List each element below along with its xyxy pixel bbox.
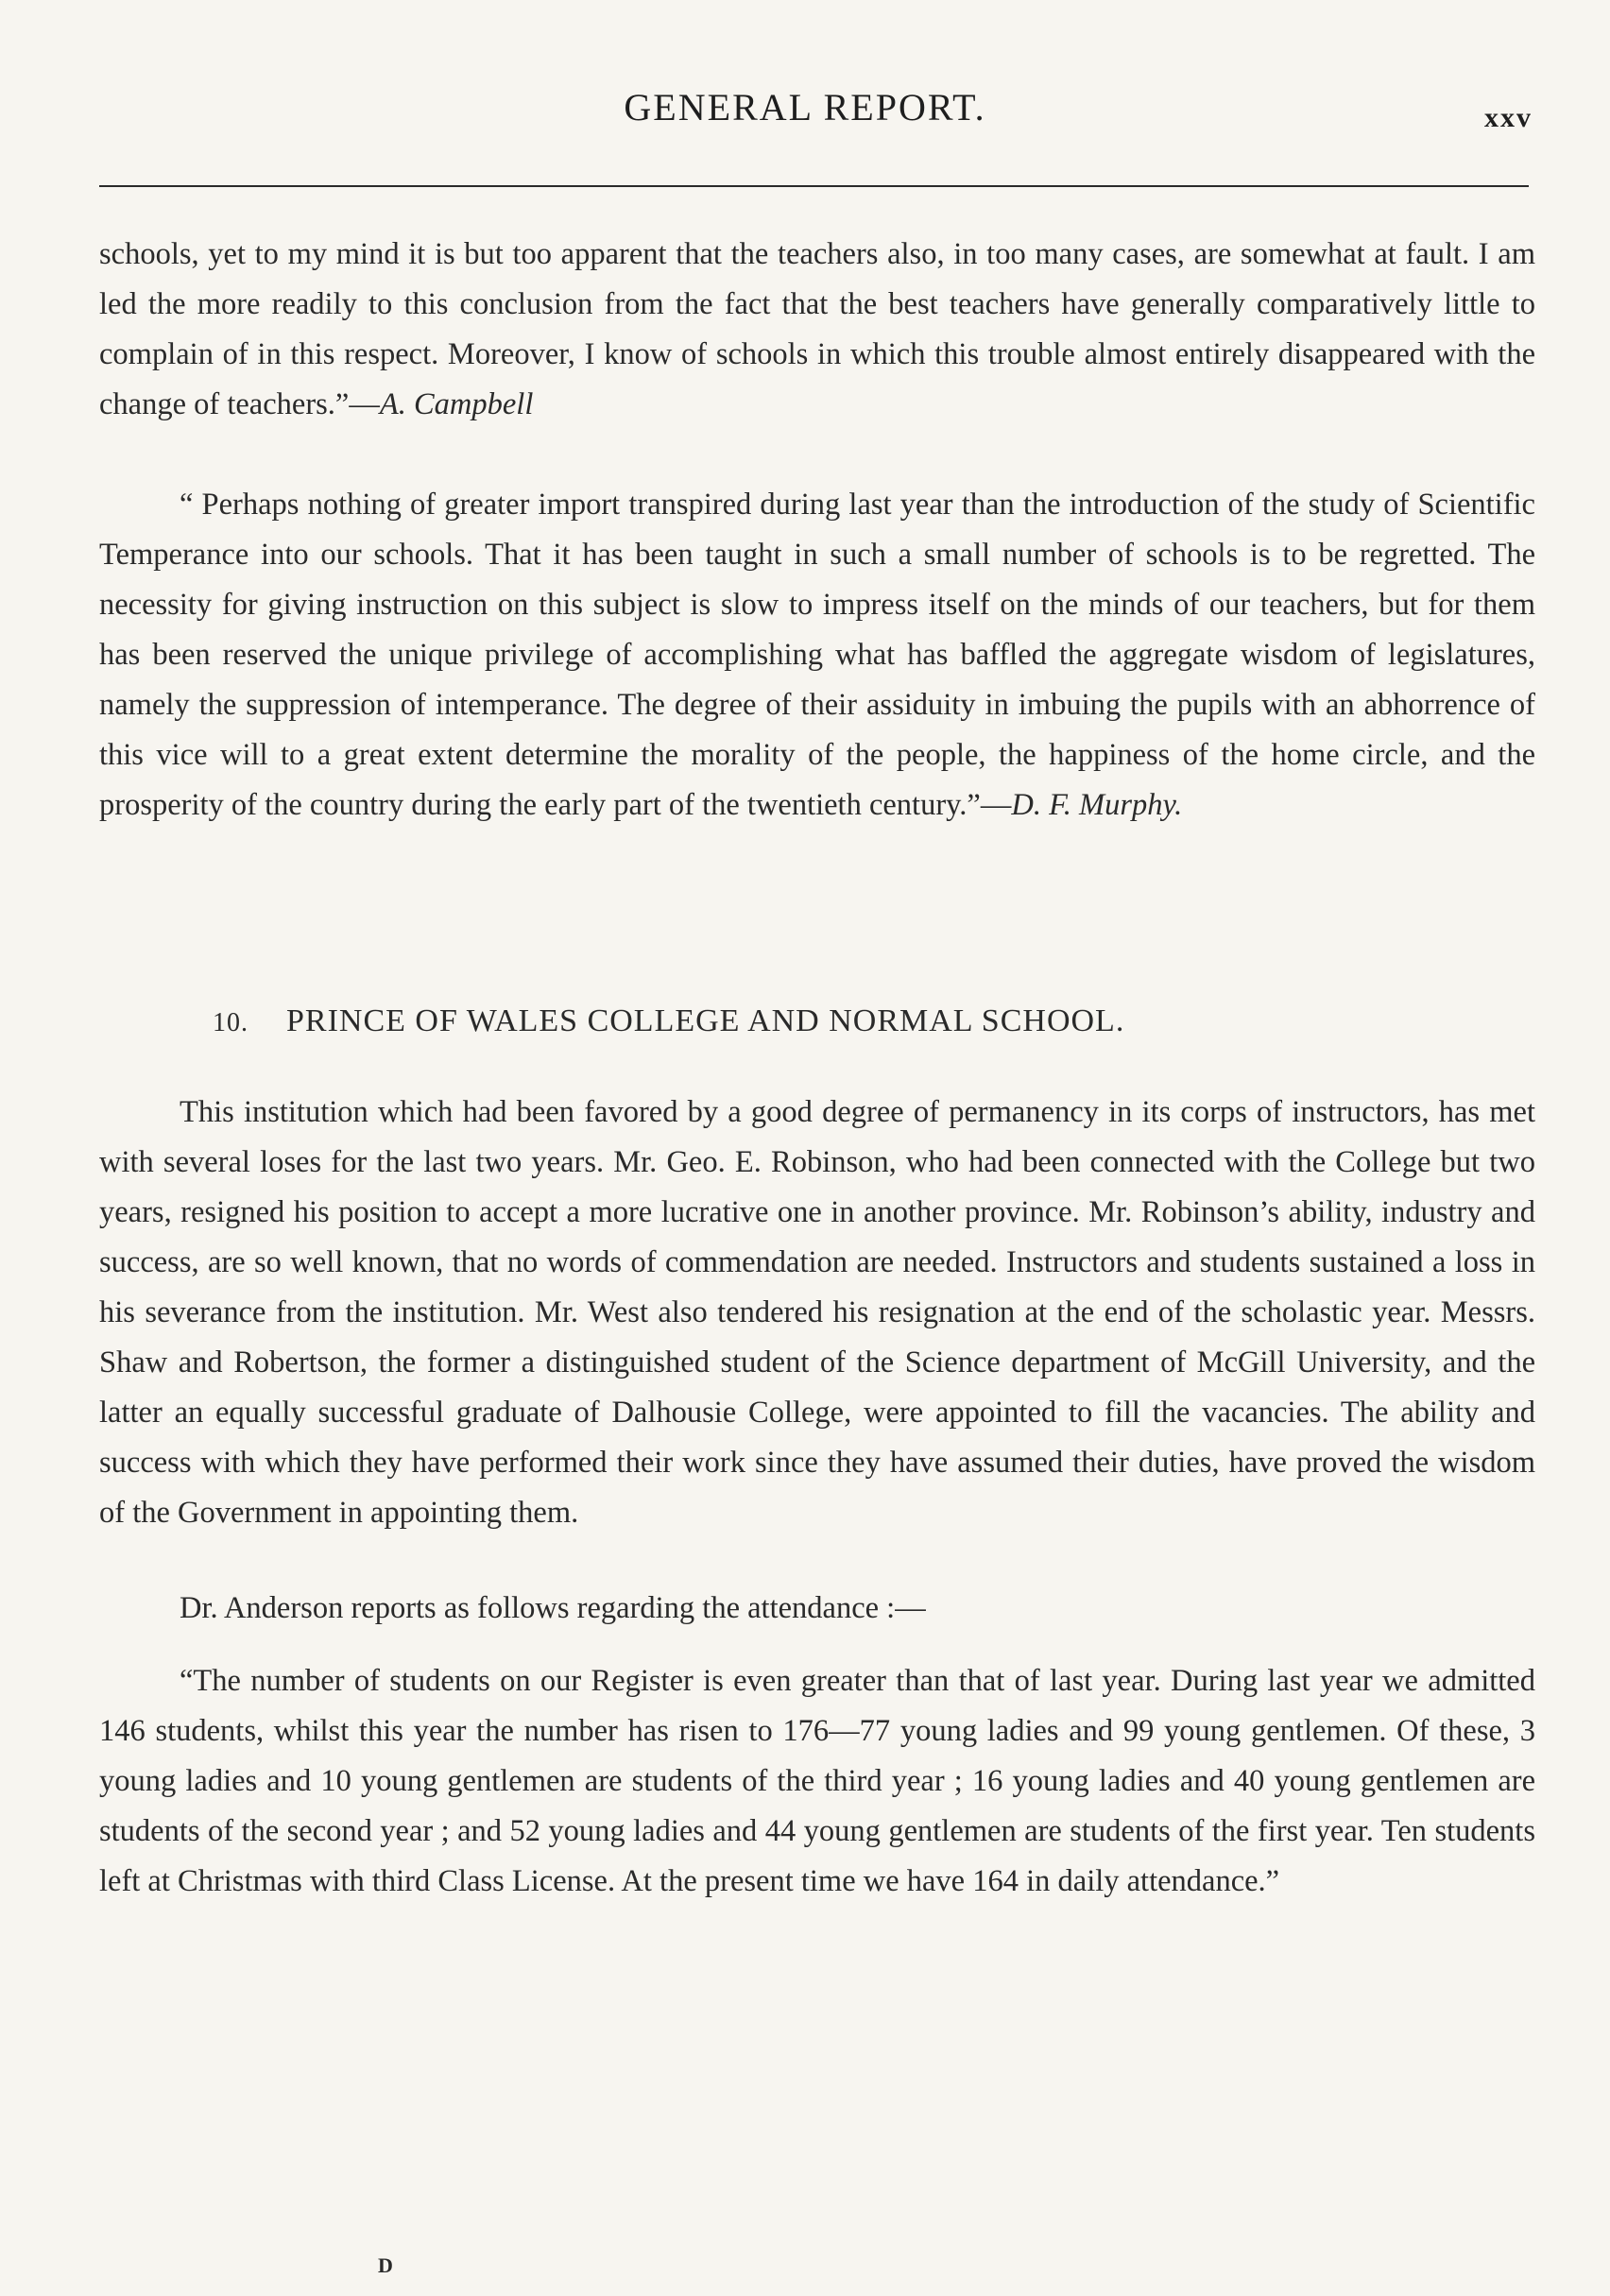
signature-murphy: D. F. Murphy. [1011,788,1183,822]
paragraph-anderson-intro: Dr. Anderson reports as follows regarding the attendance :— [180,1591,926,1625]
paragraph-murphy-quote [99,480,1535,831]
header-rule [99,185,1529,187]
paragraph-gap [99,1634,1535,1656]
signature-mark: D [378,2253,393,2277]
paragraph-gap [99,1538,1535,1584]
paragraph-campbell-continuation [99,230,1535,430]
section-gap [99,831,1535,996]
section-title: PRINCE OF WALES COLLEGE AND NORMAL SCHOOL. [286,1003,1125,1038]
section-heading [99,996,1535,1048]
signature-campbell: A. Campbell [379,387,534,421]
paragraph-text: “ Perhaps nothing of greater import transpired during last year than the introduction of the study of Scientific Temperance into our schools. That it has been taught in such a small number of schools is to be regretted. The necessity for giving instruction on this subject is slow to impress itself on the minds of our teachers, but for them has been reserved the unique privilege of accomplishing what has baffled the aggregate wisdom of legislatures, namely the suppression of intemperance. The degree of their assiduity in imbuing the pupils with an abhorrence of this vice will to a great extent determine the morality of the people, the happiness of the home circle, and the prosperity of the country during the early part of the twentieth century.”— [99,488,1535,822]
body-text [99,230,1535,1907]
paragraph-gap [99,1048,1535,1088]
running-header-title: GENERAL REPORT. [624,86,986,129]
paragraph-gap [99,430,1535,480]
paragraph-attendance-quote: “The number of students on our Register is even greater than that of last year. During last year we admitted 146 students, whilst this year the number has risen to 176—77 young ladies and 99 young gentlemen. Of these, 3 young ladies and 10 young gentlemen are students of the third year ; 16 young ladies and 40 young gentlemen are students of the second year ; and 52 young ladies and 44 young gentlemen are students of the first year. Ten students left at Christmas with third Class License. At the present time we have 164 in daily attendance.” [99,1664,1535,1898]
page-number: xxv [1484,102,1533,133]
paragraph-text: schools, yet to my mind it is but too apparent that the teachers also, in too many cases, are somewhat at fault. I am led the more readily to this conclusion from the fact that the best teachers have generally comparatively little to complain of in this respect. Moreover, I know of schools in which this trouble almost entirely disappeared with the change of teachers.”— [99,237,1535,421]
section-number: 10. [213,1008,248,1037]
paragraph-institution: This institution which had been favored by a good degree of permanency in its corps of instructors, has met with several loses for the last two years. Mr. Geo. E. Robinson, who had been connected with the College but two years, resigned his position to accept a more lucrative one in another province. Mr. Robinson’s ability, industry and success, are so well known, that no words of commendation are needed. Instructors and students sustained a loss in his severance from the institution. Mr. West also tendered his resignation at the end of the scholastic year. Messrs. Shaw and Robertson, the former a distinguished student of the Science department of McGill University, and the latter an equally successful graduate of Dalhousie College, were appointed to fill the vacancies. The ability and success with which they have performed their work since they have assumed their duties, have proved the wisdom of the Government in appointing them. [99,1095,1535,1530]
